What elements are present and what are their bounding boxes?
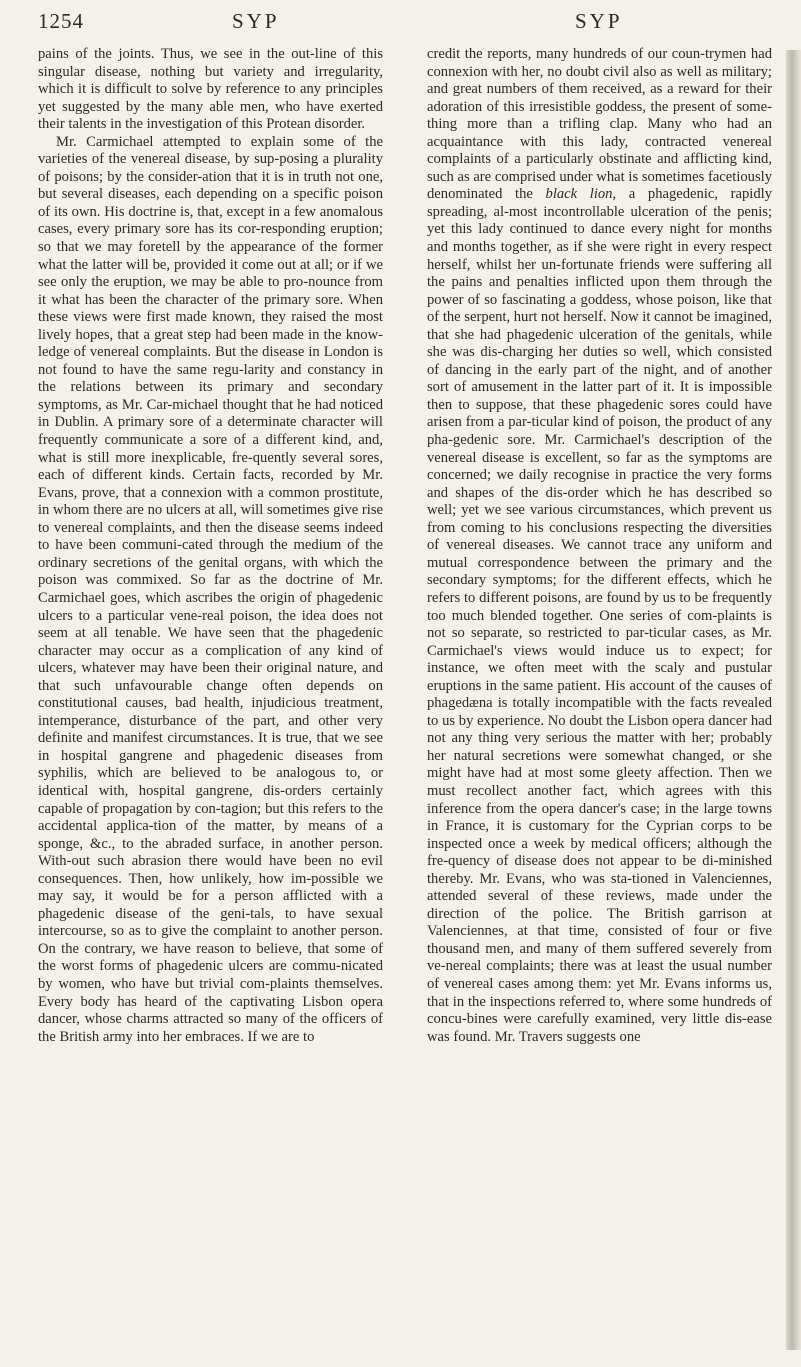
right-text-part-2: a phagedenic, rapidly spreading, al-most incontrollable ulceration of the penis; yet this lady continued to dance every night for months and months together, as if she were right in every respect herself, whilst her un-fortunate friends were suffering all the pains and penalties inflicted upon them through the power of so fascinating a goddess, whose poison, like that of the serpent, hurt not herself. Now it cannot be imagined, that she had phagedenic ulceration of the genitals, while she was dis-charging her duties so well, which consisted of dancing in the early part of the night, and of another sort of amusement in the latter part of it. It is impossible then to suppose, that these phagedenic sores could have arisen from a par-ticular kind of poison, the product of any pha-gedenic sore. Mr. Carmichael's description of the venereal disease is excellent, so far as the symptoms are concerned; we daily recognise in practice the very forms and shapes of the dis-order which he has described so well; yet we see various circumstances, which prevent us from coming to his conclusions respecting the diversities of venereal diseases. We cannot trace any uniform and mutual correspondence between the primary and the secondary symptoms; for the different effects, which he refers to different poisons, are found by us to be frequently too much blended together. One series of com-plaints is not so separate, so restricted to par-ticular cases, as Mr. Carmichael's views would induce us to expect; for instance, we often meet with the scaly and pustular eruptions in the same patient. His account of the causes of phagedæna is totally incompatible with the facts revealed to us by experience. No doubt the Lisbon opera dancer had not any thing very serious the matter with her; probably her natural secretions were somewhat changed, or she might have had at most some gleety affection. Then we must recollect another fact, which agrees with this inference from the opera dancer's case; in the large towns in France, it is customary for the Cyprian corps to be inspected once a week by medical officers; although the fre-quency of disease does not appear to be di-minished thereby. Mr. Evans, who was sta-tioned in Valenciennes, attended several of these reviews, made under the direction of the police. The British garrison at Valenciennes, at that time, consisted of four or five thousand men, and many of them suffered severely from ve-nereal complaints; there was at least the usual number of venereal cases among them: yet Mr. Evans informs us, that in the inspections referred to, where some hundreds of concu-bines were carefully examined, very little dis-ease was found. Mr. Travers suggests one xyxy=(427,186,772,1045)
left-paragraph-2: Mr. Carmichael attempted to explain some of the varieties of the venereal disease, by sup-posing a plurality of poisons; by the consider-ation that it is in truth not one, but several diseases, each depending on a specific poison of its own. His doctrine is, that, except in a few anomalous cases, every primary sore has its cor-responding eruption; so that we may foretell by the appearance of the former what the latter will be, provided it come out at all; or if we see only the eruption, we may be able to pro-nounce from it what has been the character of the primary sore. When these views were first made known, they raised the most lively hopes, that a great step had been made in the know-ledge of venereal complaints. But the disease in London is not found to have the same regu-larity and constancy in the relations between its primary and secondary symptoms, as Mr. Car-michael thought that he had noticed in Dublin. A primary sore of a determinate character will frequently communicate a sore of a different kind, and, what is still more inexplicable, fre-quently several sores, each of different kinds. Certain facts, recorded by Mr. Evans, prove, that a connexion with a common prostitute, in whom there are no ulcers at all, will sometimes give rise to venereal complaints, and then the disease seems indeed to have been communi-cated through the medium of the ordinary secretions of the genital organs, with which the poison was commixed. So far as the doctrine of Mr. Carmichael goes, which ascribes the origin of phagedenic ulcers to a particular vene-real poison, the idea does not seem at all tenable. We have seen that the phagedenic character may occur as a complication of any kind of ulcers, whatever may have been their original nature, and that such unfavourable change often depends on constitutional causes, bad health, injudicious treatment, intemperance, disturbance of the part, and other very definite and manifest circumstances. It is true, that we see in hospital gangrene and phagedenic diseases from syphilis, which are believed to be analogous to, or identical with, hospital gangrene, dis-orders certainly capable of propagation by con-tagion; but this refers to the accidental applica-tion of the matter, by means of a sponge, &c., to the abraded surface, in another person. With-out such abrasion there would have been no evil consequences. Then, how unlikely, how im-possible we may say, it would be for a person afflicted with a phagedenic disease of the geni-tals, to have sexual intercourse, so as to give the complaint to another person. On the contrary, we have reason to believe, that some of the worst forms of phagedenic ulcers are commu-nicated by women, who have but trivial com-plaints themselves. Every body has heard of the captivating Lisbon opera dancer, whose charms attracted so many of the officers of the British army into her embraces. If we are to xyxy=(38,133,383,1045)
page-header xyxy=(0,0,801,40)
right-text-part-1: credit the reports, many hundreds of our coun-trymen had connexion with her, no doubt civil also as well as military; and great numbers of them received, as a reward for their adoration of this irresistible goddess, the present of some-thing more than a trifling clap. Many who had an acquaintance with this lady, contracted venereal complaints of a particularly obstinate and afflicting kind, such as are comprised under what is sometimes facetiously denominated the xyxy=(427,46,772,203)
right-paragraph xyxy=(427,46,772,1046)
running-head-right: SYP xyxy=(575,9,623,33)
left-paragraph-1: pains of the joints. Thus, we see in the out-line of this singular disease, nothing but variety and irregularity, which it is difficult to solve by reference to any principles yet suggested by the many able men, who have exerted their talents in the investigation of this Protean disorder. xyxy=(38,46,383,133)
page-number: 1254 xyxy=(38,9,84,33)
page-edge-shadow xyxy=(786,50,801,1350)
running-head-left: SYP xyxy=(232,9,280,33)
italic-term: black lion, xyxy=(545,186,617,203)
left-column xyxy=(38,46,383,1046)
right-column xyxy=(427,46,772,1046)
